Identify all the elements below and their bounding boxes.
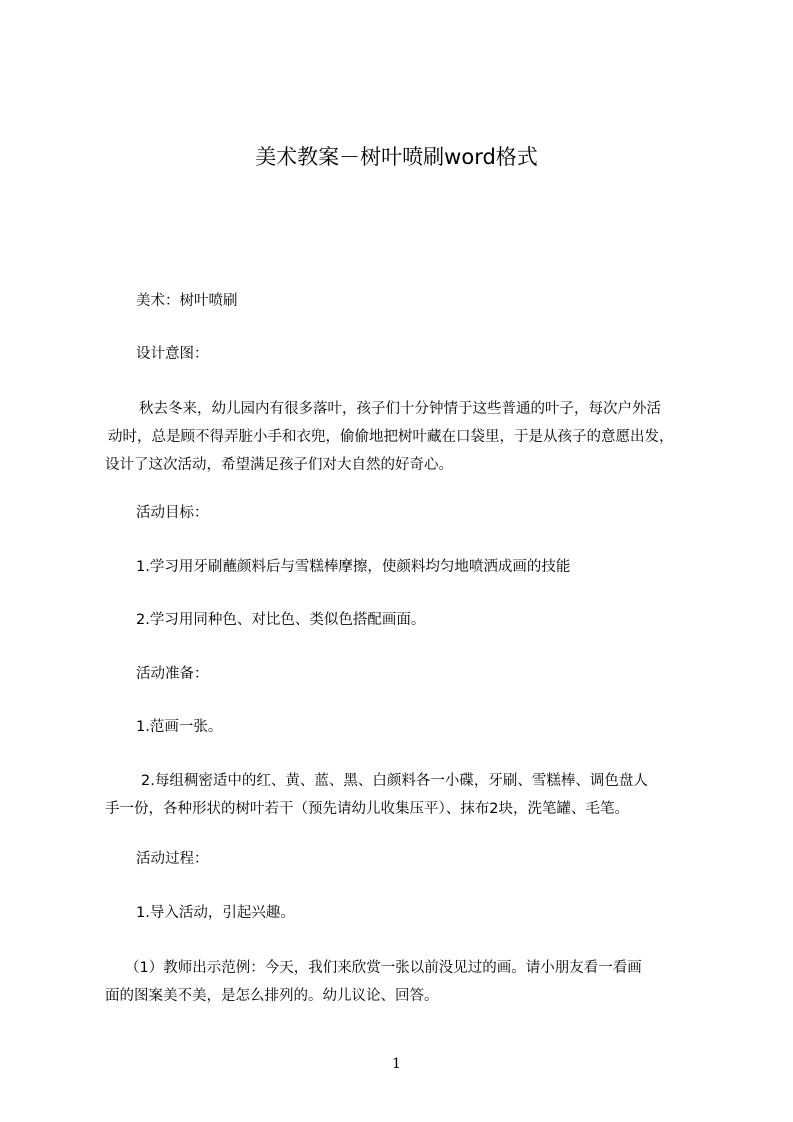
paragraph-line: 秋去冬来，幼儿园内有很多落叶，孩子们十分钟情于这些普通的叶子，每次户外活 <box>139 401 661 417</box>
document-title: 美术教案－树叶喷刷word格式 <box>255 145 538 169</box>
list-item: 1.导入活动，引起兴趣。 <box>136 905 295 921</box>
section-heading-preparation: 活动准备： <box>136 666 209 682</box>
section-heading-design-intent: 设计意图： <box>136 346 209 362</box>
section-heading-art: 美术：树叶喷刷 <box>136 293 238 309</box>
paragraph-line: 设计了这次活动，希望满足孩子们对大自然的好奇心。 <box>105 457 453 473</box>
section-heading-process: 活动过程： <box>136 851 209 867</box>
paragraph-line: 2.每组稠密适中的红、黄、蓝、黑、白颜料各一小碟，牙刷、雪糕棒、调色盘人 <box>141 773 648 789</box>
list-item: 1.范画一张。 <box>136 719 223 735</box>
paragraph-line: 面的图案美不美，是怎么排列的。幼儿议论、回答。 <box>105 988 439 1004</box>
section-heading-goals: 活动目标： <box>136 505 209 521</box>
page-number: 1 <box>392 1056 401 1072</box>
paragraph-line: （1）教师出示范例：今天，我们来欣赏一张以前没见过的画。请小朋友看一看画 <box>125 960 642 976</box>
paragraph-line: 手一份，各种形状的树叶若干（预先请幼儿收集压平）、抹布2块，洗笔罐、毛笔。 <box>105 801 629 817</box>
list-item: 2.学习用同种色、对比色、类似色搭配画面。 <box>136 612 426 628</box>
list-item: 1.学习用牙刷蘸颜料后与雪糕棒摩擦，使颜料均匀地喷洒成画的技能 <box>136 559 571 575</box>
paragraph-line: 动时，总是顾不得弄脏小手和衣兜，偷偷地把树叶藏在口袋里，于是从孩子的意愿出发， <box>108 429 674 445</box>
